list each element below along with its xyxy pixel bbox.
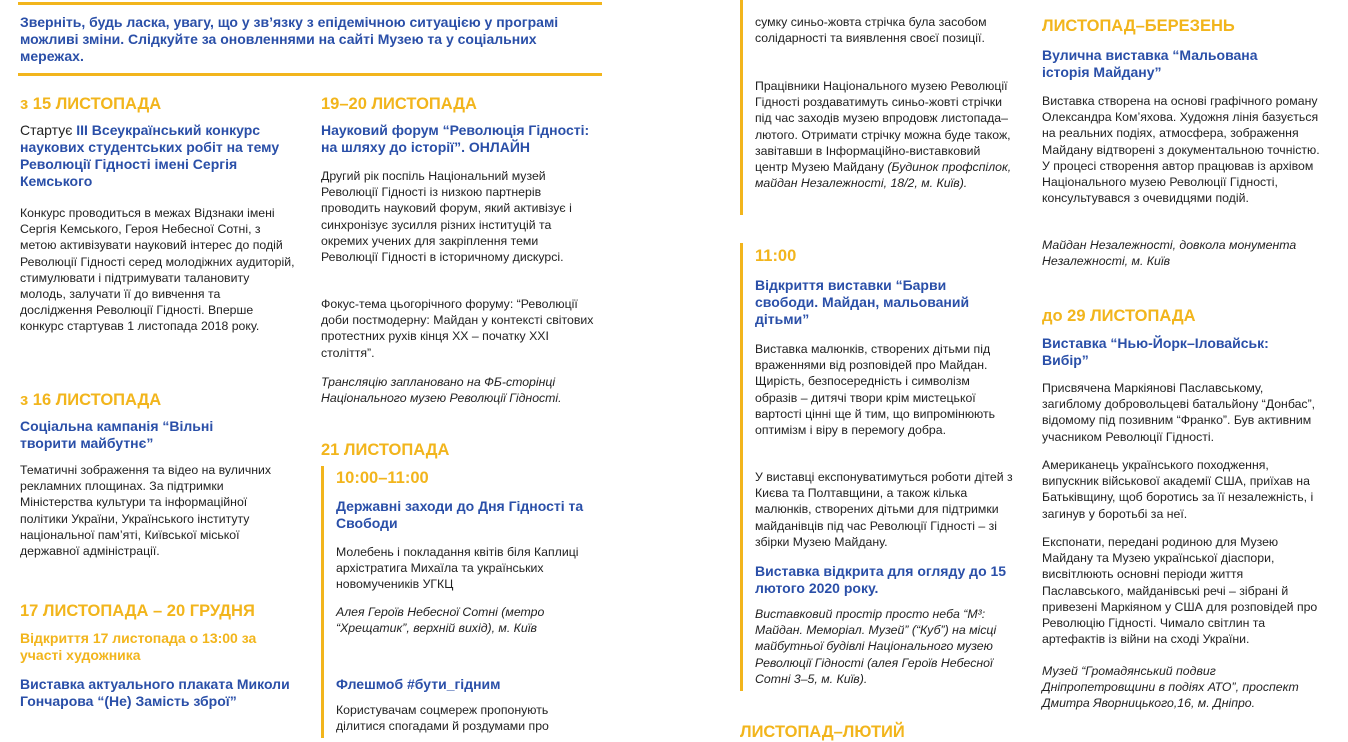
col3-bottom-accent-bar bbox=[740, 243, 743, 691]
children-exhibition-body: Виставка малюнків, створених дітьми під враженнями від розповідей про Майдан. Щирість, безпосередність і символізм образів – дитячі твори крім мистецької вартості цінні ще й тим, що випромінюють оптимізм і віру в перемогу добра. bbox=[755, 342, 996, 438]
exhibition-open-until: Виставка відкрита для огляду до 15 лютого 2020 року. bbox=[755, 563, 1007, 596]
forum-title: Науковий форум “Революція Гідності: на шляху до історії”. ОНЛАЙН bbox=[321, 122, 590, 155]
flashmob-body: Користувачам соцмереж пропонують ділитися спогадами й роздумами про bbox=[336, 703, 549, 734]
date-nov-19-20: 19–20 ЛИСТОПАДА bbox=[321, 95, 477, 113]
date-until-nov-29: до 29 ЛИСТОПАДА bbox=[1042, 307, 1196, 325]
date-nov-15: з 15 ЛИСТОПАДА bbox=[20, 95, 162, 113]
date-nov-feb: ЛИСТОПАД–ЛЮТИЙ bbox=[740, 723, 905, 741]
forum-note: Трансляцію заплановано на ФБ-сторінці Національного музею Революції Гідності. bbox=[321, 375, 562, 406]
children-exhibition-body-2: У виставці експонуватимуться роботи дітей з Києва та Полтавщини, а також кілька малюнків, створених дітьми для підтримки майданівців під час Революції Гідності – зі збірки Музею Майдану. bbox=[755, 470, 1013, 549]
children-exhibition-location: Виставковий простір просто неба “М³: Майдан. Меморіал. Музей” (“Куб”) на місці майбутньої будівлі Національного музею Революції Гідності (алея Героїв Небесної Сотні 3–5, м. Київ). bbox=[755, 607, 997, 686]
time-11: 11:00 bbox=[755, 247, 797, 265]
top-rule bbox=[18, 2, 602, 5]
date-nov17-dec20: 17 ЛИСТОПАДА – 20 ГРУДНЯ bbox=[20, 602, 255, 620]
ny-ilovaisk-title: Виставка “Нью-Йорк–Іловайськ: Вибір” bbox=[1042, 335, 1269, 368]
col3-top-accent-bar bbox=[740, 0, 743, 215]
campaign-body: Тематичні зображення та відео на вуличних рекламних площинах. За підтримки Міністерства культури та інформаційної політики України, Українського інституту національної пам’яті, Київської міської державної адміністрації. bbox=[20, 463, 272, 559]
street-exhibition-location: Майдан Незалежності, довкола монумента Незалежності, м. Київ bbox=[1042, 238, 1297, 269]
opening-note: Відкриття 17 листопада о 13:00 за участі художника bbox=[20, 630, 257, 663]
notice-rule bbox=[18, 73, 602, 76]
campaign-title: Соціальна кампанія “Вільні творити майбутнє” bbox=[20, 418, 214, 451]
ny-ilovaisk-body-1: Присвячена Маркіянові Паславському, загиблому добровольцеві батальйону “Донбас”, відомому під позивним “Франко”. Був активним учасником Революції Гідності. bbox=[1042, 381, 1316, 444]
ny-ilovaisk-body-2: Американець українського походження, випускник військової академії США, приїхав на Батьківщину, щоб боротись за її незалежність, і загинув у боротьбі за неї. bbox=[1042, 458, 1314, 521]
state-events-note: Алея Героїв Небесної Сотні (метро “Хрещатик”, верхній вихід), м. Київ bbox=[336, 605, 545, 636]
time-10-11: 10:00–11:00 bbox=[336, 469, 429, 487]
ny-ilovaisk-body-3: Експонати, передані родиною для Музею Майдану та Музею української діаспори, висвітлюють основні періоди життя Паславського, майданівські речі – зібрані й привезені Маркіяном у США для розповідей про Революцію Гідності. Чимало світлин та артефактів із війни на сході України. bbox=[1042, 535, 1318, 647]
ribbon-distribution: Працівники Національного музею Революції Гідності роздаватимуть синьо-жовті стрічки під час заходів музею впродовж листопада–лютого. Отримати стрічку можна буде також, завітавши в Інформаційно-виставковий центр Музею Майдану (Будинок профспілок, майдан Незалежності, 18/2, м. Київ). bbox=[755, 79, 1012, 191]
contest-title: Стартує III Всеукраїнський конкурс наукових студентських робіт на тему Революції Гідності імені Сергія Кемського bbox=[20, 122, 280, 189]
date-nov-mar: ЛИСТОПАД–БЕРЕЗЕНЬ bbox=[1042, 17, 1235, 35]
date-nov-16: з 16 ЛИСТОПАДА bbox=[20, 391, 162, 409]
forum-focus: Фокус-тема цьогорічного форуму: “Революції доби постмодерну: Майдан у контексті світових протестних рухів кінця ХХ – початку ХХІ століття”. bbox=[321, 297, 594, 360]
nov21-accent-bar bbox=[321, 466, 324, 738]
ribbon-text: сумку синьо-жовта стрічка була засобом солідарності та виявлення своєї позиції. bbox=[755, 15, 987, 46]
forum-body: Другий рік поспіль Національний музей Революції Гідності із низкою партнерів проводить науковий форум, який активізує і синхронізує зусилля різних інституцій та окремих учених для закріплення теми Революції Гідності в історичному дискурсі. bbox=[321, 169, 572, 265]
poster-exhibition-title: Виставка актуального плаката Миколи Гончарова “(Не) Замість зброї” bbox=[20, 676, 290, 709]
ny-ilovaisk-location: Музей “Громадянський подвиг Дніпропетровщини в подіях АТО”, проспект Дмитра Яворницького,16, м. Дніпро. bbox=[1042, 664, 1299, 711]
flashmob-title: Флешмоб #бути_гідним bbox=[336, 676, 501, 692]
state-events-body: Молебень і покладання квітів біля Каплиці архістратига Михаїла та українських новомучеників УГКЦ bbox=[336, 545, 579, 592]
street-exhibition-title: Вулична виставка “Мальована історія Майдану” bbox=[1042, 47, 1258, 80]
date-nov-21: 21 ЛИСТОПАДА bbox=[321, 441, 450, 459]
children-exhibition-title: Відкриття виставки “Барви свободи. Майдан, мальований дітьми” bbox=[755, 277, 970, 327]
state-events-title: Державні заходи до Дня Гідності та Свободи bbox=[336, 498, 584, 531]
street-exhibition-body: Виставка створена на основі графічного роману Олександра Ком’яхова. Художня лінія базується на реальних подіях, атмосфера, зображення Майдану відтворені з документальною точністю. У процесі створення автор працював із архівом Національного музею Революції Гідності, консультувався з очевидцями подій. bbox=[1042, 94, 1320, 206]
contest-body: Конкурс проводиться в межах Відзнаки імені Сергія Кемського, Героя Небесної Сотні, з метою активізувати науковий інтерес до подій Революції Гідності серед молодіжних аудиторій, стимулювати і підтримувати талановиту молодь, залучати її до вивчення та дослідження Революції Гідності. Вперше конкурс стартував 1 листопада 2018 року. bbox=[20, 206, 295, 334]
notice-text: Зверніть, будь ласка, увагу, що у зв’язку з епідемічною ситуацією у програмі можливі зміни. Слідкуйте за оновленнями на сайті Музею та у соціальних мережах. bbox=[20, 14, 559, 64]
